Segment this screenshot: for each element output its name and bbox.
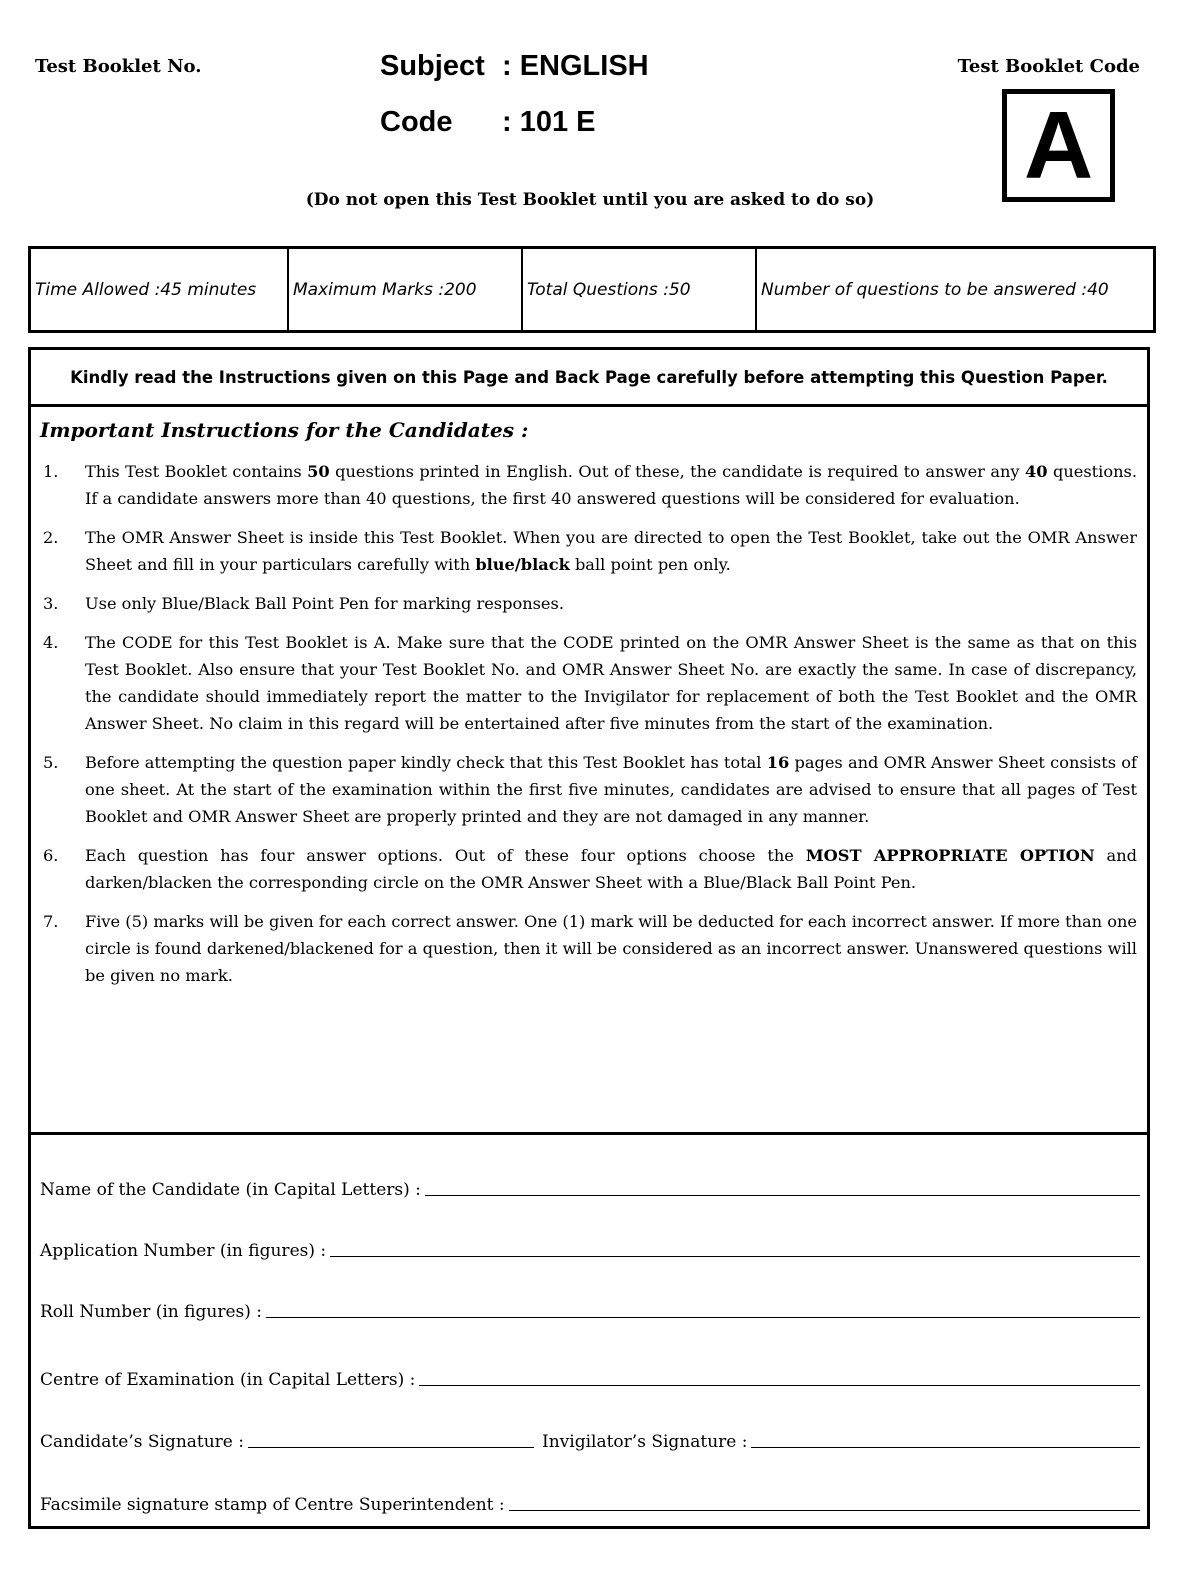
candidate-signature-label: Candidate’s Signature : <box>40 1432 244 1452</box>
candidate-name-label: Name of the Candidate (in Capital Letters) : <box>40 1180 421 1200</box>
read-instructions-banner: Kindly read the Instructions given on this Page and Back Page carefully before attempting this Question Paper. <box>31 350 1147 407</box>
instructions-heading: Important Instructions for the Candidates : <box>40 418 529 442</box>
centre-line[interactable] <box>419 1385 1140 1386</box>
instruction-number: 5. <box>43 753 59 772</box>
instruction-number: 3. <box>43 594 59 613</box>
instruction-text: and darken/blacken the corresponding circle on the OMR Answer Sheet with a Blue/Black Ball Point Pen. <box>85 846 1137 892</box>
instruction-item <box>31 458 1147 512</box>
instruction-item <box>31 749 1147 830</box>
section-divider <box>31 1132 1147 1135</box>
candidate-signature-line[interactable] <box>248 1447 534 1448</box>
instruction-number: 1. <box>43 462 59 481</box>
centre-label: Centre of Examination (in Capital Letters) : <box>40 1370 416 1390</box>
instruction-text: ball point pen only. <box>569 555 731 574</box>
info-time-allowed: Time Allowed : 45 minutes <box>31 249 289 330</box>
instruction-item <box>31 908 1147 989</box>
instruction-emphasis: 16 <box>766 753 790 772</box>
instruction-text: pages and OMR Answer Sheet consists of one sheet. At the start of the examination within the first five minutes, candidates are advised to ensure that all pages of Test Booklet and OMR Answer Sheet are properly printed and they are not damaged in any manner. <box>85 753 1137 826</box>
subject-label: Subject <box>380 50 485 82</box>
instructions-list <box>31 458 1147 1001</box>
instruction-item <box>31 842 1147 896</box>
instruction-number: 7. <box>43 912 59 931</box>
facsimile-label: Facsimile signature stamp of Centre Superintendent : <box>40 1495 505 1515</box>
instruction-item <box>31 629 1147 737</box>
instruction-number: 6. <box>43 846 59 865</box>
subject-value: : ENGLISH <box>502 50 649 82</box>
instruction-item <box>31 590 1147 617</box>
instruction-text: The OMR Answer Sheet is inside this Test Booklet. When you are directed to open the Test Booklet, take out the OMR Answer Sheet and fill in your particulars carefully with <box>85 528 1137 574</box>
instructions-box <box>28 347 1150 1529</box>
instruction-item <box>31 524 1147 578</box>
info-questions-to-answer: Number of questions to be answered : 40 <box>761 279 1109 300</box>
info-maximum-marks: Maximum Marks : 200 <box>289 249 523 330</box>
do-not-open-notice: (Do not open this Test Booklet until you are asked to do so) <box>305 190 875 210</box>
instruction-emphasis: MOST APPROPRIATE OPTION <box>805 846 1095 865</box>
facsimile-field <box>40 1495 1140 1515</box>
instruction-text: Use only Blue/Black Ball Point Pen for marking responses. <box>85 594 564 613</box>
instruction-emphasis: blue/black <box>475 555 570 574</box>
centre-field <box>40 1370 1140 1390</box>
instruction-text: This Test Booklet contains <box>85 462 308 481</box>
instruction-emphasis: 40 <box>1025 462 1048 481</box>
instruction-text: Each question has four answer options. Out of these four options choose the <box>85 846 806 865</box>
test-booklet-no-label: Test Booklet No. <box>35 56 202 77</box>
test-booklet-code-label: Test Booklet Code <box>957 56 1140 77</box>
code-value: : 101 E <box>502 106 596 138</box>
instruction-text: Five (5) marks will be given for each correct answer. One (1) mark will be deducted for each incorrect answer. If more than one circle is found darkened/blackened for a question, then it will be considered as an incorrect answer. Unanswered questions will be given no mark. <box>85 912 1137 985</box>
booklet-code-box <box>1002 89 1115 202</box>
instruction-text: Before attempting the question paper kindly check that this Test Booklet has total <box>85 753 767 772</box>
info-total-questions: Total Questions : 50 <box>523 249 757 330</box>
roll-number-label: Roll Number (in figures) : <box>40 1302 262 1322</box>
application-number-field <box>40 1241 1140 1261</box>
candidate-name-field <box>40 1180 1140 1200</box>
invigilator-signature-label: Invigilator’s Signature : <box>542 1432 748 1452</box>
candidate-name-line[interactable] <box>425 1195 1140 1196</box>
instruction-text: questions printed in English. Out of these, the candidate is required to answer any <box>329 462 1026 481</box>
instruction-number: 2. <box>43 528 59 547</box>
code-label: Code <box>380 106 453 138</box>
instruction-text: questions. If a candidate answers more than 40 questions, the first 40 answered questions will be considered for evaluation. <box>85 462 1137 508</box>
instruction-text: The CODE for this Test Booklet is A. Make sure that the CODE printed on the OMR Answer Sheet is the same as that on this Test Booklet. Also ensure that your Test Booklet No. and OMR Answer Sheet No. are exactly the same. In case of discrepancy, the candidate should immediately report the matter to the Invigilator for replacement of both the Test Booklet and the OMR Answer Sheet. No claim in this regard will be entertained after five minutes from the start of the examination. <box>85 633 1137 733</box>
instruction-emphasis: 50 <box>307 462 330 481</box>
application-number-line[interactable] <box>330 1256 1140 1257</box>
application-number-label: Application Number (in figures) : <box>40 1241 327 1261</box>
booklet-code-letter: A <box>1023 91 1094 199</box>
roll-number-line[interactable] <box>266 1317 1140 1318</box>
roll-number-field <box>40 1302 1140 1322</box>
exam-info-row <box>28 246 1156 333</box>
facsimile-line[interactable] <box>509 1510 1140 1511</box>
instruction-number: 4. <box>43 633 59 652</box>
invigilator-signature-line[interactable] <box>751 1447 1140 1448</box>
signatures-field <box>40 1432 1140 1452</box>
